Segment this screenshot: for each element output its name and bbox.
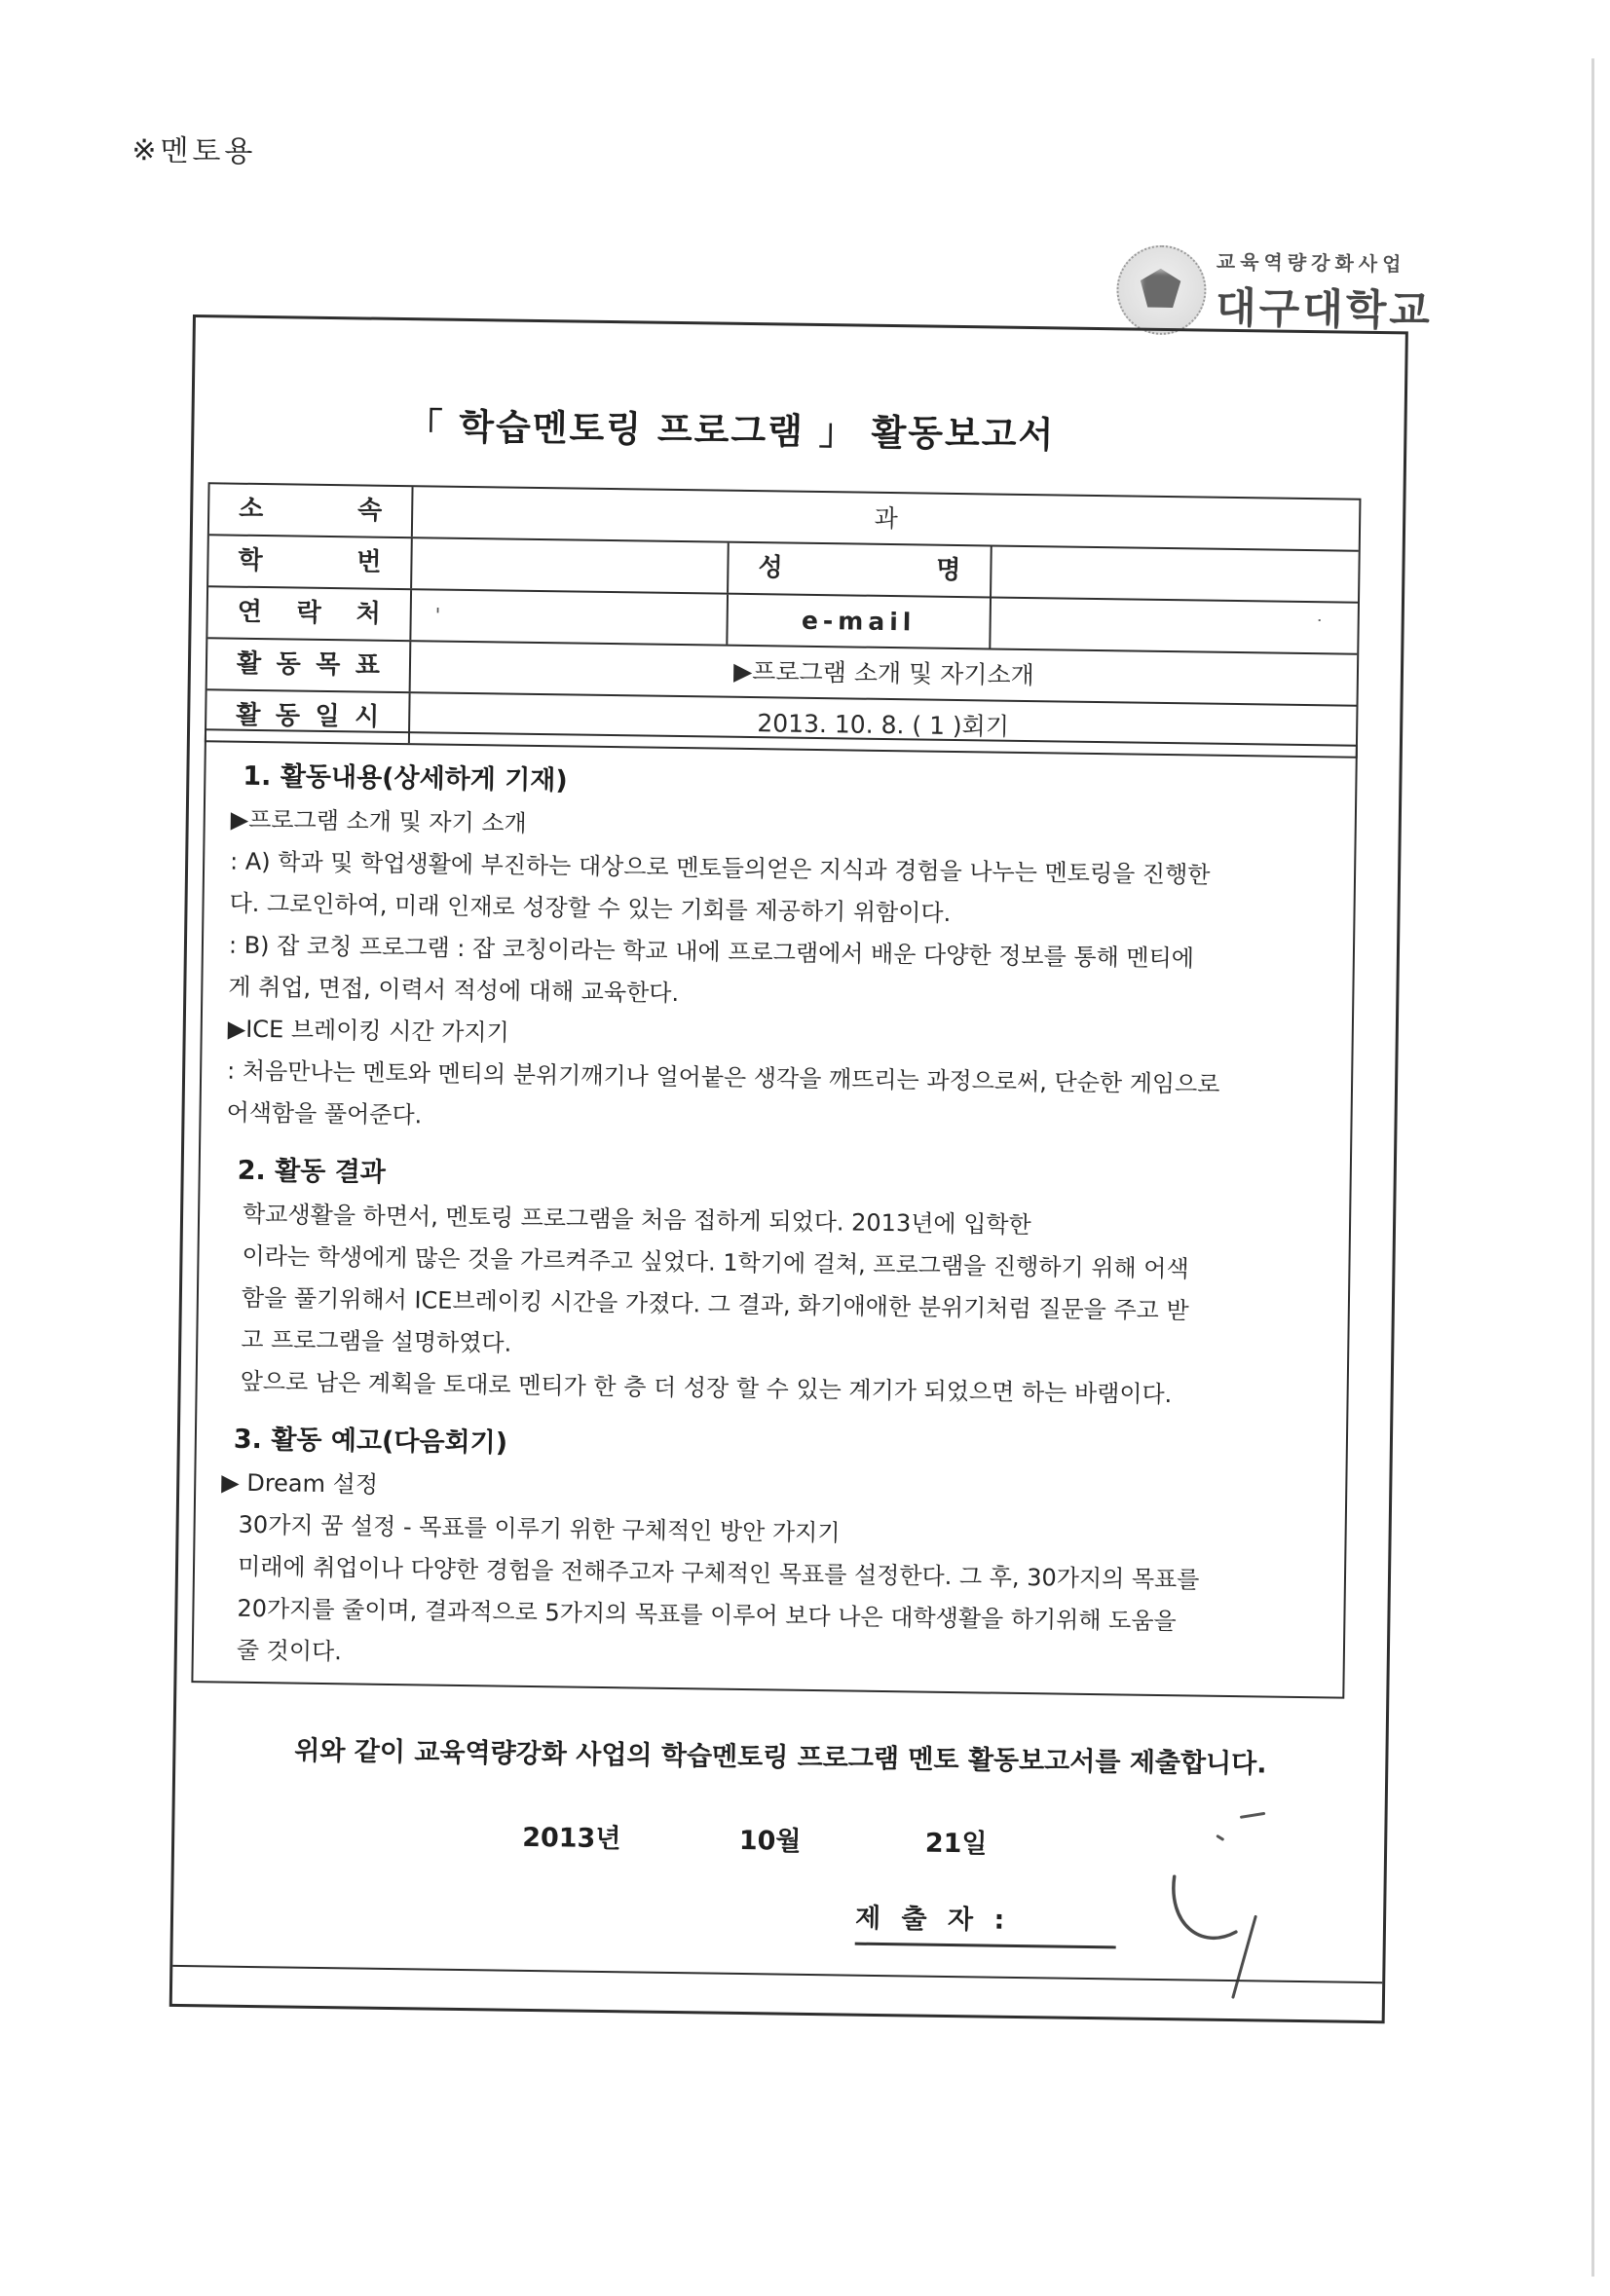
section1-line: 게 취업, 면접, 이력서 적성에 대해 교육한다. bbox=[228, 973, 680, 1008]
section3-line: 미래에 취업이나 다양한 경험을 전해주고자 구체적인 목표를 설정한다. 그 후, 30가지의 목표를 bbox=[237, 1552, 1200, 1594]
section3-heading: 3. 활동 예고(다음회기) bbox=[233, 1424, 508, 1459]
section1-line: : A) 학과 및 학업생활에 부진하는 대상으로 멘토들의얻은 지식과 경험을 나누는 멘토링을 진행한 bbox=[229, 847, 1211, 889]
activity-goal-value: ▶프로그램 소개 및 자기소개 bbox=[409, 642, 1358, 705]
activity-datetime-value: 2013. 10. 8. ( 1 )회기 bbox=[408, 693, 1357, 757]
section1-line: 어색함을 풀어준다. bbox=[226, 1098, 423, 1129]
activity-goal-label: 활 동 목 표 bbox=[236, 648, 381, 681]
submission-year: 2013년 bbox=[521, 1822, 621, 1855]
section1-line: 다. 그로인하여, 미래 인재로 성장할 수 있는 기회를 제공하기 위함이다. bbox=[229, 889, 952, 927]
report-frame bbox=[169, 315, 1408, 2023]
name-value bbox=[990, 546, 1359, 601]
section2-line: 고 프로그램을 설명하였다. bbox=[241, 1325, 512, 1357]
info-table bbox=[205, 482, 1362, 759]
university-seal-icon bbox=[1116, 244, 1207, 335]
section2-line: 이라는 학생에게 많은 것을 가르켜주고 싶었다. 1학기에 걸쳐, 프로그램을 진행하기 위해 어색 bbox=[242, 1241, 1189, 1283]
section1-line: ▶프로그램 소개 및 자기 소개 bbox=[230, 805, 527, 837]
email-value: ˙ bbox=[989, 598, 1358, 652]
report-title: 「 학습멘토링 프로그램 」 활동보고서 bbox=[406, 405, 1056, 457]
section3-line: ▶ Dream 설정 bbox=[221, 1468, 379, 1499]
contact-label: 연 락 처 bbox=[237, 597, 381, 629]
submission-month: 10월 bbox=[738, 1825, 802, 1857]
section1-heading: 1. 활동내용(상세하게 기재) bbox=[243, 760, 568, 796]
logo-university-name: 대구대학교 bbox=[1215, 283, 1434, 336]
submission-day: 21일 bbox=[924, 1828, 988, 1860]
name-label: 성 명 bbox=[727, 543, 991, 597]
section1-line: : B) 잡 코칭 프로그램 : 잡 코칭이라는 학교 내에 프로그램에서 배운 다양한 정보를 통해 멘티에 bbox=[228, 931, 1195, 973]
activity-datetime-label: 활 동 일 시 bbox=[236, 700, 380, 732]
department-label: 소 속 bbox=[239, 494, 383, 526]
logo-program-name: 교육역량강화사업 bbox=[1216, 249, 1406, 277]
section3-line: 줄 것이다. bbox=[236, 1636, 343, 1666]
section1-line: ▶ICE 브레이킹 시간 가지기 bbox=[227, 1015, 509, 1047]
department-value: 과 bbox=[411, 487, 1360, 550]
submitter-label: 제 출 자 : bbox=[855, 1897, 1117, 1949]
section3-line: 30가지 꿈 설정 - 목표를 이루기 위한 구체적인 방안 가지기 bbox=[238, 1510, 841, 1547]
section2-line: 앞으로 남은 계획을 토대로 멘티가 한 층 더 성장 할 수 있는 계기가 되었으면 하는 바램이다. bbox=[240, 1367, 1173, 1409]
logo-text bbox=[1216, 246, 1434, 338]
studentid-value bbox=[410, 538, 728, 593]
email-label: e-mail bbox=[726, 595, 990, 648]
seal-gem-shape bbox=[1138, 269, 1183, 311]
section3-line: 20가지를 줄이며, 결과적으로 5가지의 목표를 이루어 보다 나은 대학생활을 하기위해 도움을 bbox=[237, 1594, 1177, 1636]
section2-line: 학교생활을 하면서, 멘토링 프로그램을 처음 접하게 되었다. 2013년에 입학한 bbox=[242, 1200, 1031, 1240]
closing-statement: 위와 같이 교육역량강화 사업의 학습멘토링 프로그램 멘토 활동보고서를 제출합니다. bbox=[294, 1735, 1267, 1780]
activity-content-box bbox=[191, 728, 1358, 1698]
section1-line: : 처음만나는 멘토와 멘티의 분위기깨기나 얼어붙은 생각을 깨뜨리는 과정으로써, 단순한 게임으로 bbox=[226, 1056, 1220, 1098]
contact-value: ' bbox=[409, 590, 727, 645]
university-logo bbox=[1116, 244, 1434, 339]
section2-heading: 2. 활동 결과 bbox=[237, 1155, 387, 1188]
section2-line: 함을 풀기위해서 ICE브레이킹 시간을 가졌다. 그 결과, 화기애애한 분위기처럼 질문을 주고 받 bbox=[241, 1283, 1189, 1325]
corner-note: ※멘토용 bbox=[131, 133, 257, 169]
studentid-label: 학 번 bbox=[238, 545, 382, 577]
